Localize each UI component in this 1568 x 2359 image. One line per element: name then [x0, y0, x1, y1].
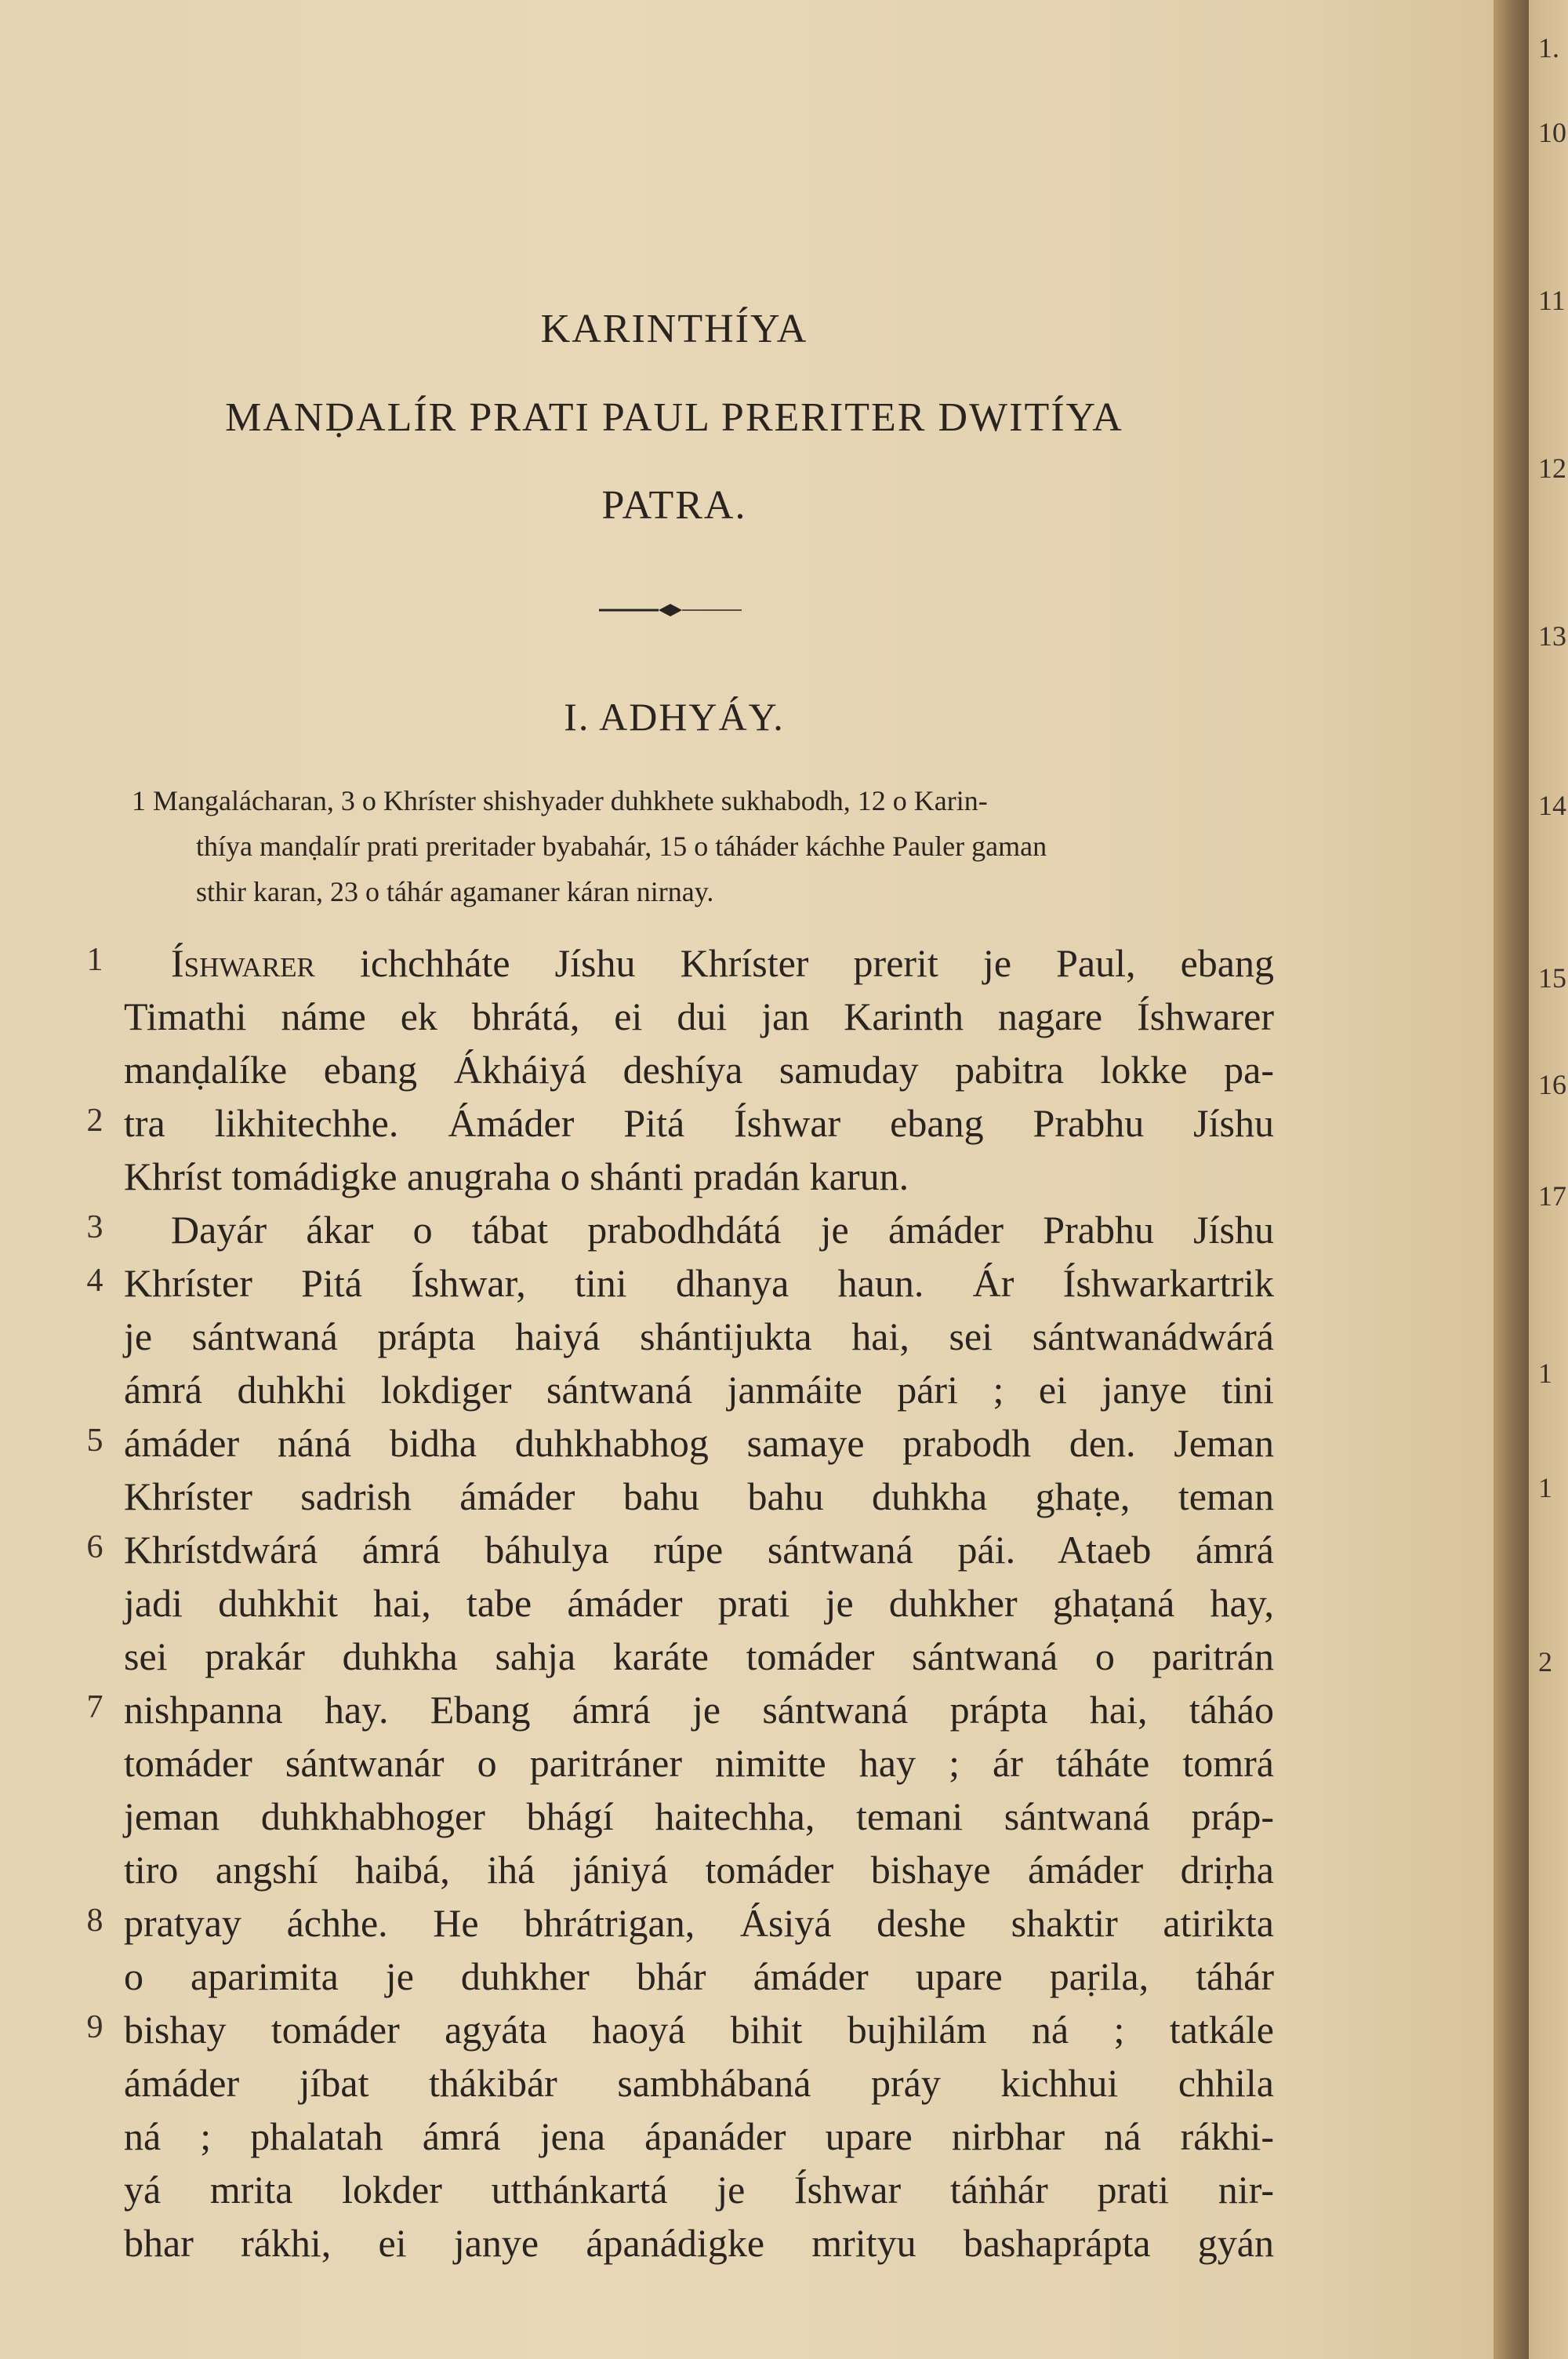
text-line: yá mrita lokder utthánkartá je Íshwar táṅhár prati nir- — [124, 2168, 1274, 2212]
chapter-summary — [132, 778, 1276, 914]
summary-line: 1 Mangalácharan, 3 o Khríster shishyader duhkhete sukhabodh, 12 o Karin- — [132, 785, 988, 816]
text-line: Khríster sadrish ámáder bahu bahu duhkha ghaṭe, teman — [124, 1474, 1274, 1518]
opening-word: Íshwarer — [171, 941, 315, 985]
verse-number: 4 — [86, 1263, 103, 1299]
chapter-heading: I. ADHYÁY. — [564, 695, 785, 739]
text-line: Khríst tomádigke anugraha o shánti pradán karun. — [124, 1154, 909, 1198]
text-line: tra likhitechhe. Ámáder Pitá Íshwar ebang Prabhu Jíshu — [124, 1101, 1274, 1145]
title-line-3: PATRA. — [601, 483, 747, 528]
text-line: ná ; phalatah ámrá jena ápanáder upare nirbhar ná rákhi- — [124, 2114, 1274, 2158]
margin-number: 16 — [1538, 1069, 1566, 1100]
text-line: Khríster Pitá Íshwar, tini dhanya haun. Ár Íshwarkartrik — [124, 1261, 1274, 1305]
text-line: jadi duhkhit hai, tabe ámáder prati je duhkher ghaṭaná hay, — [124, 1581, 1274, 1625]
margin-number: 11 — [1538, 285, 1566, 316]
verse-number: 1 — [86, 942, 103, 978]
verse-number: 7 — [86, 1689, 103, 1725]
text-line: pratyay áchhe. He bhrátrigan, Ásiyá deshe shaktir atirikta — [124, 1901, 1274, 1945]
margin-number: 1 — [1538, 1472, 1552, 1503]
margin-number: 12 — [1538, 453, 1566, 484]
summary-line: thíya manḍalír prati preritader byabahár, 15 o táháder káchhe Pauler gaman — [196, 831, 1047, 862]
text-line: Íshwarer ichchháte Jíshu Khríster prerit je Paul, ebang — [171, 941, 1274, 985]
summary-line: sthir karan, 23 o táhár agamaner káran nirnay. — [196, 876, 714, 907]
text-line: tomáder sántwanár o paritráner nimitte hay ; ár táháte tomrá — [124, 1741, 1274, 1785]
text-line: je sántwaná prápta haiyá shántijukta hai, sei sántwanádwárá — [124, 1314, 1274, 1358]
margin-number: 13 — [1538, 620, 1566, 652]
verse-number: 8 — [86, 1903, 103, 1939]
title-line-2: MANḌALÍR PRATI PAUL PRERITER DWITÍYA — [225, 395, 1123, 440]
adjacent-page-edge — [1529, 0, 1568, 2359]
verse-number: 6 — [86, 1529, 103, 1565]
text-line: jeman duhkhabhoger bhágí haitechha, temani sántwaná práp- — [124, 1794, 1274, 1838]
book-gutter — [1494, 0, 1529, 2359]
text-line: ámrá duhkhi lokdiger sántwaná janmáite pári ; ei janye tini — [124, 1368, 1274, 1412]
verse-number: 3 — [86, 1209, 103, 1245]
text-line: ámáder náná bidha duhkhabhog samaye prabodh den. Jeman — [124, 1421, 1274, 1465]
verse-number: 5 — [86, 1423, 103, 1459]
text-line: o aparimita je duhkher bhár ámáder upare paṛila, táhár — [124, 1954, 1274, 1998]
margin-number: 10 — [1538, 117, 1566, 148]
verse-number: 2 — [86, 1103, 103, 1139]
margin-number: 17 — [1538, 1180, 1566, 1212]
margin-number: 14 — [1538, 790, 1566, 821]
text-line: nishpanna hay. Ebang ámrá je sántwaná prápta hai, táháo — [124, 1688, 1274, 1732]
text-line: ámáder jíbat thákibár sambhábaná práy kichhui chhila — [124, 2061, 1274, 2105]
text-line: Timathi náme ek bhrátá, ei dui jan Karinth nagare Íshwarer — [124, 994, 1274, 1038]
margin-number: 1. — [1538, 32, 1559, 64]
text-line: Khrístdwárá ámrá báhulya rúpe sántwaná pái. Ataeb ámrá — [124, 1528, 1274, 1572]
margin-number: 2 — [1538, 1646, 1552, 1677]
text-line: Dayár ákar o tábat prabodhdátá je ámáder Prabhu Jíshu — [171, 1208, 1274, 1252]
text-line: bhar rákhi, ei janye ápanádigke mrityu bashaprápta gyán — [124, 2221, 1274, 2265]
text-line: tiro angshí haibá, ihá jániyá tomáder bishaye ámáder driṛha — [124, 1848, 1274, 1892]
text-line: bishay tomáder agyáta haoyá bihit bujhilám ná ; tatkále — [124, 2008, 1274, 2052]
margin-number: 1 — [1538, 1358, 1552, 1389]
verse-number: 9 — [86, 2009, 103, 2045]
title-line-1: KARINTHÍYA — [540, 307, 808, 351]
text-line: manḍalíke ebang Ákháiyá deshíya samuday pabitra lokke pa- — [124, 1048, 1274, 1092]
text-line: sei prakár duhkha sahja karáte tomáder sántwaná o paritrán — [124, 1634, 1274, 1678]
ornament-rule-icon — [596, 598, 745, 622]
margin-number: 15 — [1538, 962, 1566, 994]
